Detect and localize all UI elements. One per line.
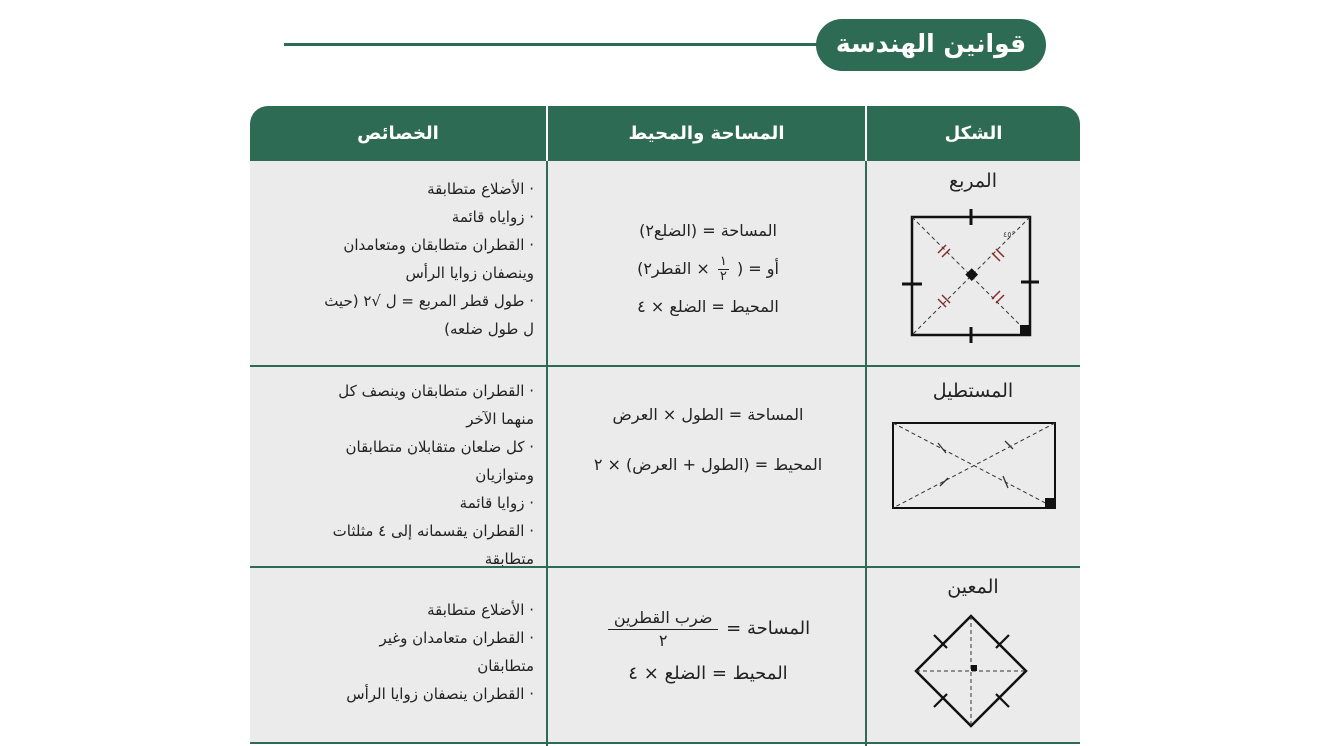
square-properties [264, 175, 534, 343]
header-divider [865, 106, 867, 161]
rectangle-area: المساحة = الطول × العرض [612, 405, 804, 424]
table-header [250, 106, 1080, 161]
property-line: منهما الآخر [466, 410, 534, 428]
rhombus-perimeter: المحيط = الضلع × ٤ [628, 663, 788, 684]
property-line: · طول قطر المربع = ل √٢ (حيث [324, 292, 534, 310]
rectangle-perimeter: المحيط = (الطول + العرض) × ٢ [593, 455, 823, 474]
diagonals-fraction-num: ضرب القطرين [608, 607, 719, 630]
page-title: قوانين الهندسة [816, 19, 1046, 71]
square-diagram [905, 212, 1045, 347]
rectangle-properties [264, 377, 534, 573]
shape-name-rectangle: المستطيل [932, 380, 1014, 402]
property-line: · القطران يقسمانه إلى ٤ مثلثات [332, 522, 534, 540]
property-line: · الأضلاع متطابقة [427, 601, 534, 619]
header-shape: الشكل [944, 123, 1003, 144]
rectangle-formulas [548, 390, 868, 490]
property-line: · القطران متعامدان وغير [379, 629, 534, 647]
rhombus-area-prefix: المساحة = [726, 618, 811, 639]
property-line: · زوايا قائمة [459, 494, 534, 512]
rhombus-area [548, 606, 868, 652]
shape-name-rhombus: المعين [947, 576, 999, 598]
header-divider [546, 106, 548, 161]
title-rule [284, 43, 824, 46]
property-line: · القطران ينصفان زوايا الرأس [346, 685, 534, 703]
rhombus-formulas [548, 606, 868, 696]
diagonals-fraction [608, 607, 719, 652]
half-fraction [718, 255, 729, 284]
rhombus-properties [264, 596, 534, 708]
rectangle-diagram [892, 422, 1057, 512]
property-line: متطابقة [484, 550, 534, 568]
header-properties: الخصائص [357, 123, 439, 144]
square-area-alt-prefix: أو = ( [736, 259, 779, 278]
shape-name-square: المربع [949, 170, 997, 192]
square-area-alt [548, 250, 868, 288]
square-area: المساحة = (الضلع٢) [639, 221, 777, 240]
square-area-alt-suffix: × القطر٢) [637, 259, 710, 278]
property-line: · كل ضلعان متقابلان متطابقان [345, 438, 534, 456]
property-line: · القطران متطابقان ومتعامدان [343, 236, 534, 254]
property-line: · الأضلاع متطابقة [427, 180, 534, 198]
geometry-table [250, 106, 1080, 746]
property-line: متطابقان [477, 657, 534, 675]
property-line: · زواياه قائمة [451, 208, 534, 226]
diagonals-fraction-den: ٢ [658, 630, 668, 650]
property-line: ل طول ضلعه) [444, 320, 534, 338]
angle-label: ٤٥° [1003, 230, 1016, 239]
half-fraction-num: ١ [719, 254, 727, 269]
square-formulas [548, 212, 868, 326]
square-perimeter: المحيط = الضلع × ٤ [637, 297, 779, 316]
rhombus-diagram [913, 613, 1029, 729]
property-line: · القطران متطابقان وينصف كل [338, 382, 534, 400]
property-line: وينصفان زوايا الرأس [405, 264, 534, 282]
property-line: ومتوازيان [475, 466, 534, 484]
header-area-perimeter: المساحة والمحيط [628, 123, 785, 144]
half-fraction-den: ٢ [719, 269, 727, 284]
